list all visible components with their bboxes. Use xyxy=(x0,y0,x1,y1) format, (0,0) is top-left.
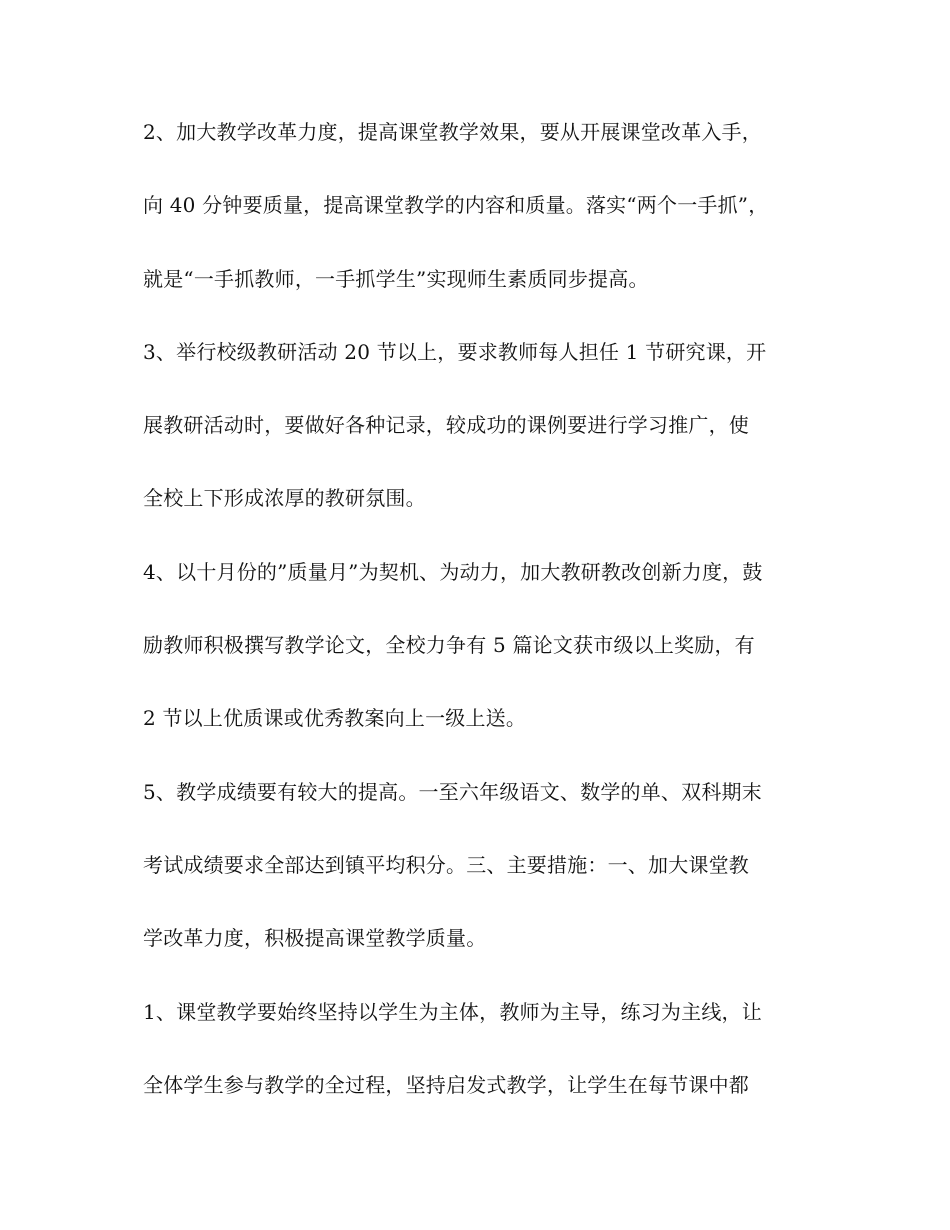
text-line: 2、加大教学改革力度，提高课堂教学效果，要从开展课堂改革入手， xyxy=(143,120,762,144)
text-line: 2 节以上优质课或优秀教案向上一级上送。 xyxy=(143,706,527,731)
text-line: 全校上下形成浓厚的教研氛围。 xyxy=(143,486,426,511)
text-line: 展教研活动时，要做好各种记录，较成功的课例要进行学习推广，使 xyxy=(143,413,749,438)
text-line: 考试成绩要求全部达到镇平均积分。三、主要措施：一、加大课堂教 xyxy=(143,852,749,877)
text-line: 就是“一手抓教师，一手抓学生”实现师生素质同步提高。 xyxy=(143,266,649,291)
text-line: 1、课堂教学要始终坚持以学生为主体，教师为主导，练习为主线，让 xyxy=(143,999,762,1024)
text-line: 向 40 分钟要质量，提高课堂教学的内容和质量。落实“两个一手抓”， xyxy=(143,193,769,218)
text-line: 5、教学成绩要有较大的提高。一至六年级语文、数学的单、双科期末 xyxy=(143,779,762,804)
text-line: 全体学生参与教学的全过程，坚持启发式教学，让学生在每节课中都 xyxy=(143,1072,749,1097)
text-line: 4、以十月份的”质量月”为契机、为动力，加大教研教改创新力度，鼓 xyxy=(143,559,763,584)
text-line: 3、举行校级教研活动 20 节以上，要求教师每人担任 1 节研究课，开 xyxy=(143,339,767,364)
text-line: 励教师积极撰写教学论文，全校力争有 5 篇论文获市级以上奖励，有 xyxy=(143,633,755,658)
text-line: 学改革力度，积极提高课堂教学质量。 xyxy=(143,926,487,951)
document-body xyxy=(143,122,813,1148)
